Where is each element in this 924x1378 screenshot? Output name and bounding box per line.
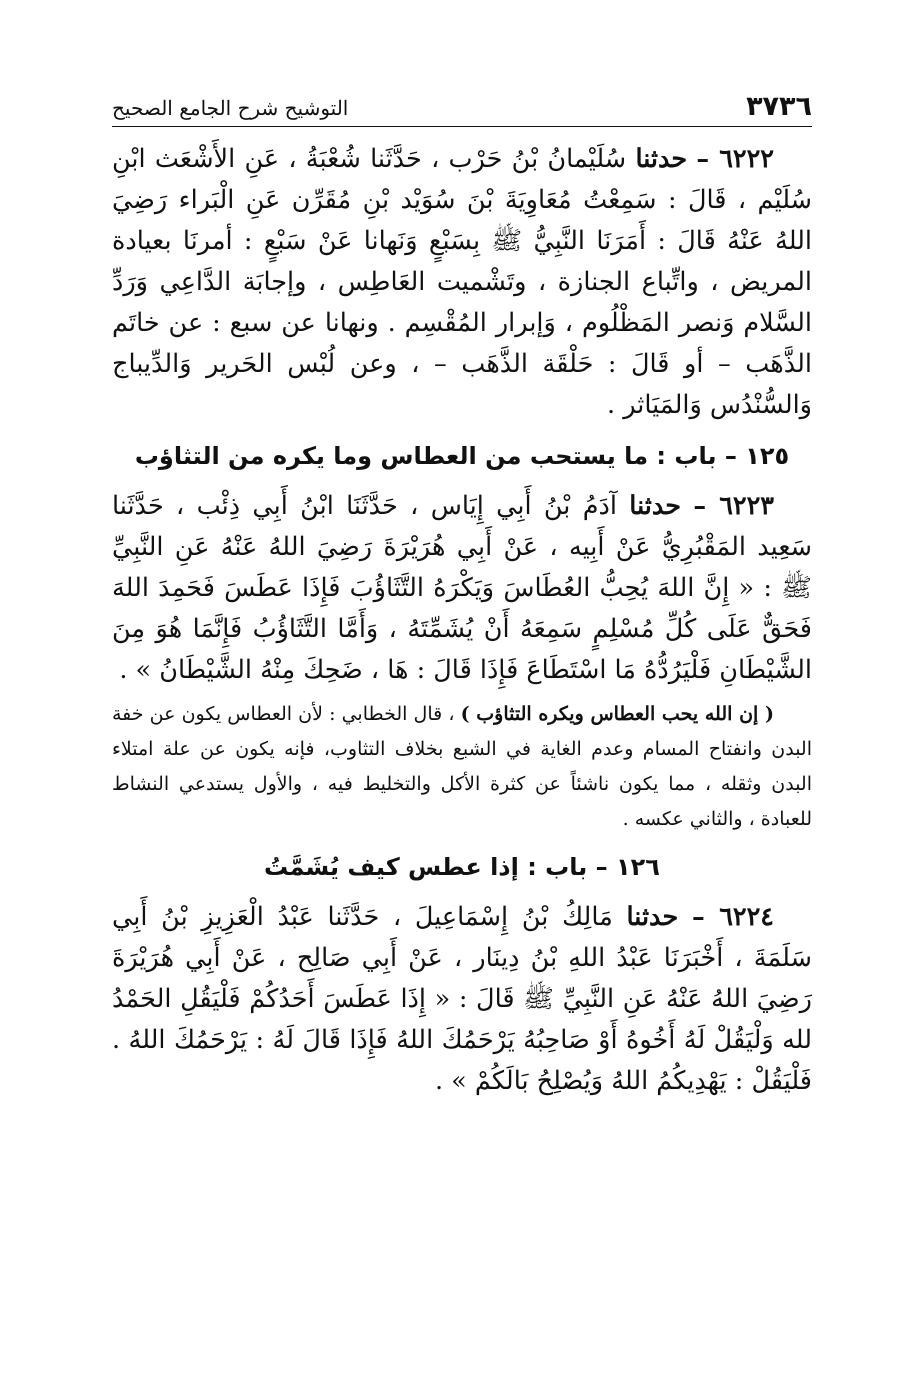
header-rule [112, 126, 812, 127]
hadith-narration-word: حدثنا [635, 144, 688, 174]
hadith-6224 [112, 897, 812, 1102]
hadith-6223 [112, 486, 812, 691]
chapter-heading-126: ١٢٦ – باب : إذا عطس كيف يُشَمَّتُ [264, 853, 660, 881]
page-number: ٣٧٣٦ [746, 91, 812, 122]
running-title: التوشيح شرح الجامع الصحيح [112, 96, 349, 120]
hadith-number: ٦٢٢٣ – [693, 491, 775, 521]
hadith-text: سُلَيْمانُ بْنُ حَرْب ، حَدَّثَنا شُعْبَةُ ، عَنِ الأَشْعَث ابْنِ سُلَيْم ، قَالَ : سَمِعْتُ مُعَاوِيَةَ بْنَ سُوَيْد بْنِ مُقَرِّن عَنِ الْبَراء رَضِيَ اللهُ عَنْهُ قَالَ : أَمَرَنَا النَّبِيُّ ﷺ بِسَبْعٍ وَنَهانا عَنْ سَبْعٍ : أمرنَا بعيادة المريض ، واتِّباع الجنازة ، وتَشْميت العَاطِس ، وإجابَة الدَّاعِي وَرَدِّ السَّلام وَنصر المَظْلُوم ، وَإبرار المُقْسِم . ونهانا عن سبع : عن خاتَم الذَّهَب – أو قَالَ : حَلْقَة الذَّهَب – ، وعن لُبْس الحَرير وَالدِّيباج وَالسُّنْدُس وَالمَيَاثر . [112, 144, 812, 420]
hadith-text: آدَمُ بْنُ أَبِي إِيَاس ، حَدَّثَنَا ابْنُ أَبِي ذِئْب ، حَدَّثَنا سَعِيد المَقْبُرِيُّ عَنْ أَبِيه ، عَنْ أَبِي هُرَيْرَةَ رَضِيَ اللهُ عَنْهُ عَنِ النَّبِيِّ ﷺ : « إِنَّ اللهَ يُحِبُّ العُطَاسَ وَيَكْرَهُ التَّثَاؤُبَ فَإِذَا عَطَسَ فَحَمِدَ اللهَ فَحَقٌّ عَلَى كُلِّ مُسْلِمٍ سَمِعَهُ أَنْ يُشَمِّتَهُ ، وَأَمَّا التَّثَاؤُبُ فَإِنَّمَا هُوَ مِنَ الشَّيْطَانِ فَلْيَرُدُّهُ مَا اسْتَطَاعَ فَإِذَا قَالَ : هَا ، ضَحِكَ مِنْهُ الشَّيْطَانُ » . [112, 491, 812, 685]
book-page [112, 82, 812, 1342]
page-header [112, 82, 812, 126]
chapter-heading-125: ١٢٥ – باب : ما يستحب من العطاس وما يكره من التثاؤب [134, 442, 790, 470]
hadith-number: ٦٢٢٤ – [691, 902, 774, 932]
commentary-text: ، قال الخطابي : لأن العطاس يكون عن خفة البدن وانفتاح المسام وعدم الغاية في الشبع بخلاف التثاوب، فإنه يكون عن علة امتلاء البدن وثقله ، مما يكون ناشئاً عن كثرة الأكل والتخليط فيه ، والأول يستدعي النشاط للعبادة ، والثاني عكسه . [112, 703, 812, 830]
hadith-number: ٦٢٢٢ – [696, 144, 774, 174]
hadith-6222 [112, 139, 812, 426]
hadith-narration-word: حدثنا [629, 491, 682, 521]
commentary-6223 [112, 697, 812, 837]
hadith-narration-word: حدثنا [626, 902, 679, 932]
hadith-text: مَالِكُ بْنُ إِسْمَاعِيلَ ، حَدَّثَنا عَبْدُ الْعَزِيزِ بْنُ أَبِي سَلَمَةَ ، أَخْبَرَنَا عَبْدُ اللهِ بْنُ دِينَار ، عَنْ أَبِي صَالِح ، عَنْ أَبِي هُرَيْرَةَ رَضِيَ اللهُ عَنْهُ عَنِ النَّبِيِّ ﷺ قَالَ : « إِذَا عَطَسَ أَحَدُكُمْ فَلْيَقُلِ الحَمْدُ لله وَلْيَقُلْ لَهُ أَخُوهُ أَوْ صَاحِبُهُ يَرْحَمُكَ اللهُ فَإِذَا قَالَ لَهُ : يَرْحَمُكَ اللهُ . فَلْيَقُلْ : يَهْدِيكُمُ اللهُ وَيُصْلِحُ بَالَكُمْ » . [112, 902, 812, 1096]
commentary-lemma: ( إن الله يحب العطاس ويكره التثاؤب ) [460, 703, 774, 725]
